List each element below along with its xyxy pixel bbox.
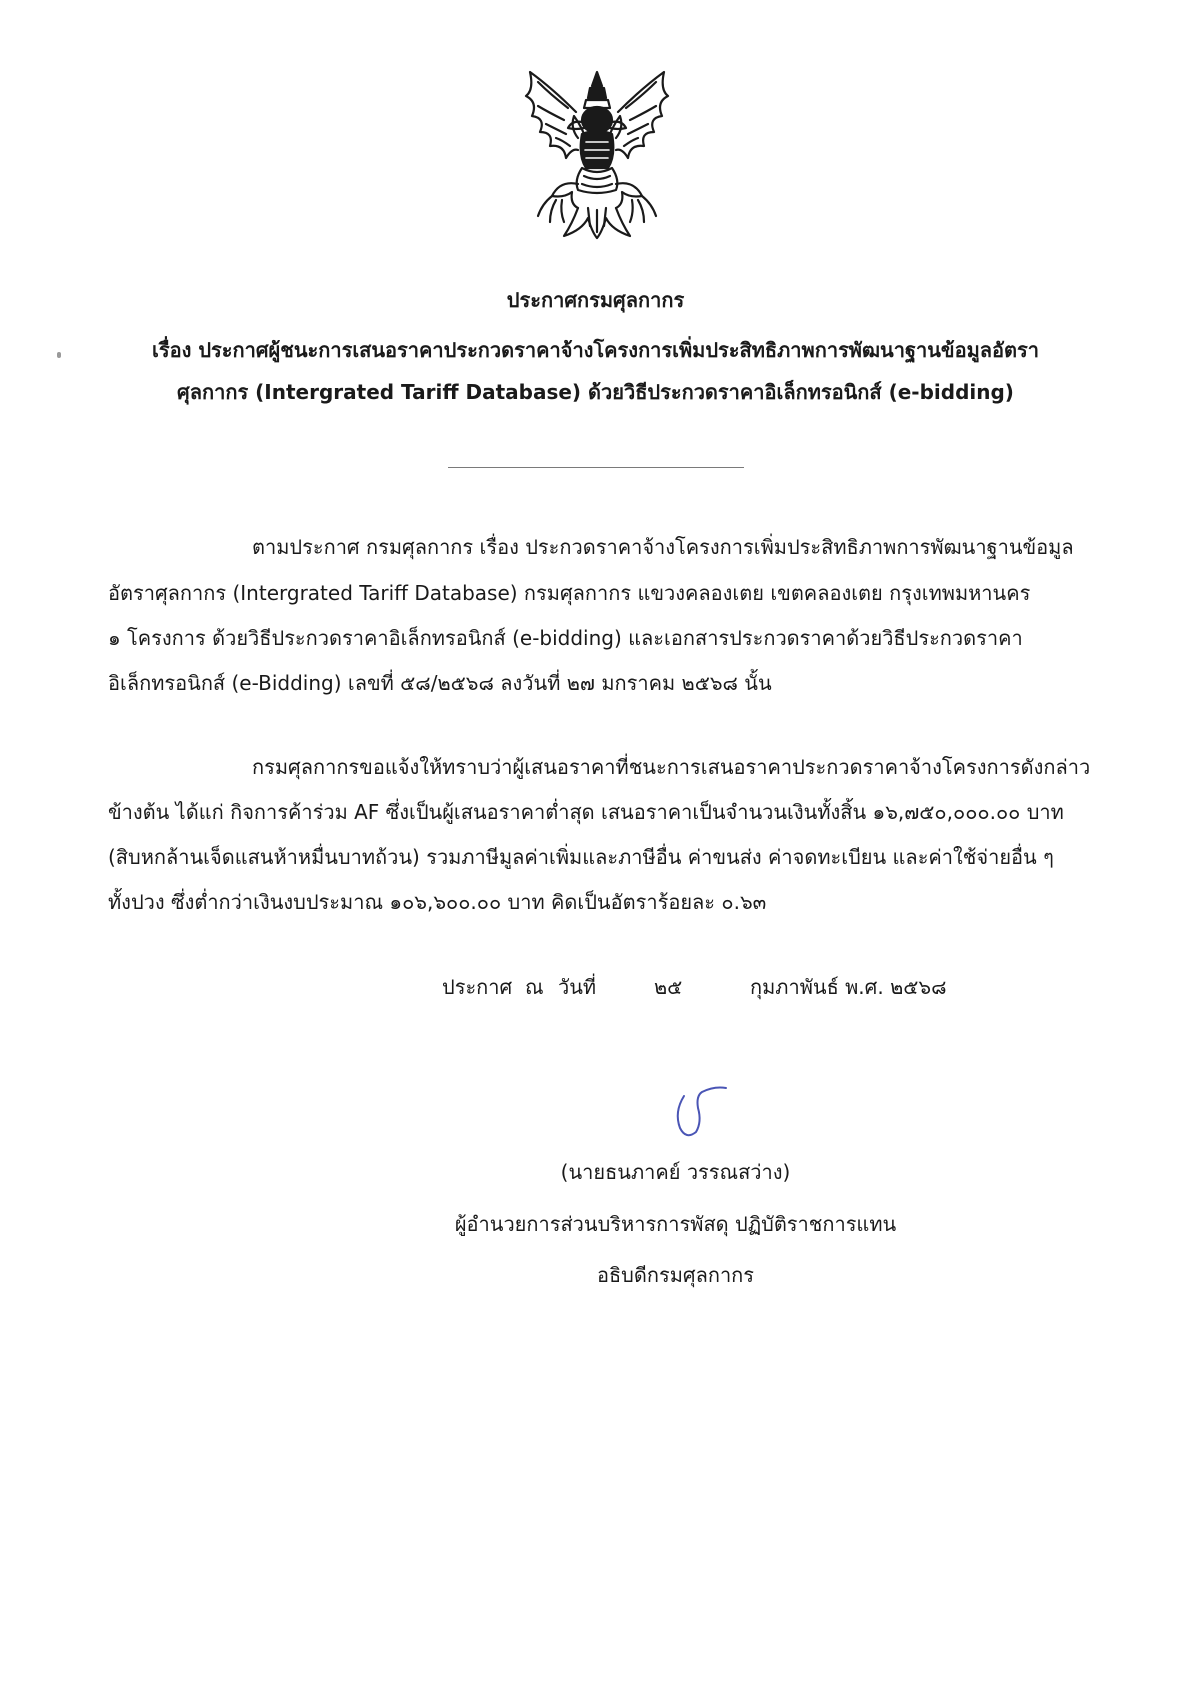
date-day: ๒๕ — [654, 975, 683, 999]
signatory-position: ผู้อำนวยการส่วนบริหารการพัสดุ ปฏิบัติราชการแทน — [454, 1212, 897, 1236]
header-divider — [448, 467, 744, 468]
date-month-year: กุมภาพันธ์ พ.ศ. ๒๕๖๘ — [750, 975, 947, 999]
paragraph-1-line-3: ๑ โครงการ ด้วยวิธีประกวดราคาอิเล็กทรอนิกส์ (e-bidding) และเอกสารประกวดราคาด้วยวิธีประกวดราคา — [108, 626, 1023, 650]
subject-line-1: เรื่อง ประกาศผู้ชนะการเสนอราคาประกวดราคาจ้างโครงการเพิ่มประสิทธิภาพการพัฒนาฐานข้อมูลอัตรา — [152, 338, 1039, 362]
paragraph-2-line-2: ข้างต้น ได้แก่ กิจการค้าร่วม AF ซึ่งเป็นผู้เสนอราคาต่ำสุด เสนอราคาเป็นจำนวนเงินทั้งสิ้น ๑๖,๗๕๐,๐๐๐.๐๐ บาท — [108, 800, 1064, 824]
date-prefix: ประกาศ — [442, 975, 513, 999]
signatory-title: อธิบดีกรมศุลกากร — [596, 1263, 755, 1287]
paragraph-2-line-1: กรมศุลกากรขอแจ้งให้ทราบว่าผู้เสนอราคาที่ชนะการเสนอราคาประกวดราคาจ้างโครงการดังกล่าว — [252, 755, 1091, 779]
paragraph-1-line-4: อิเล็กทรอนิกส์ (e-Bidding) เลขที่ ๕๘/๒๕๖๘ ลงวันที่ ๒๗ มกราคม ๒๕๖๘ นั้น — [108, 671, 772, 695]
announcement-title: ประกาศกรมศุลกากร — [506, 288, 685, 312]
subject-line-2: ศุลกากร (Intergrated Tariff Database) ด้วยวิธีประกวดราคาอิเล็กทรอนิกส์ (e-bidding) — [177, 380, 1014, 404]
paragraph-2-line-4: ทั้งปวง ซึ่งต่ำกว่าเงินงบประมาณ ๑๐๖,๖๐๐.๐๐ บาท คิดเป็นอัตราร้อยละ ๐.๖๓ — [108, 890, 767, 914]
garuda-emblem-icon — [512, 68, 682, 240]
date-at: ณ — [525, 975, 544, 999]
paragraph-1-line-2: อัตราศุลกากร (Intergrated Tariff Database) กรมศุลกากร แขวงคลองเตย เขตคลองเตย กรุงเทพมหานคร — [108, 581, 1031, 605]
paragraph-2-line-3: (สิบหกล้านเจ็ดแสนห้าหมื่นบาทถ้วน) รวมภาษีมูลค่าเพิ่มและภาษีอื่น ค่าขนส่ง ค่าจดทะเบียน และค่าใช้จ่ายอื่น ๆ — [108, 845, 1054, 869]
handwritten-signature — [668, 1082, 730, 1144]
date-day-label: วันที่ — [558, 975, 597, 999]
signatory-name: (นายธนภาคย์ วรรณสว่าง) — [560, 1160, 791, 1184]
paragraph-1-line-1: ตามประกาศ กรมศุลกากร เรื่อง ประกวดราคาจ้างโครงการเพิ่มประสิทธิภาพการพัฒนาฐานข้อมูล — [252, 535, 1074, 559]
